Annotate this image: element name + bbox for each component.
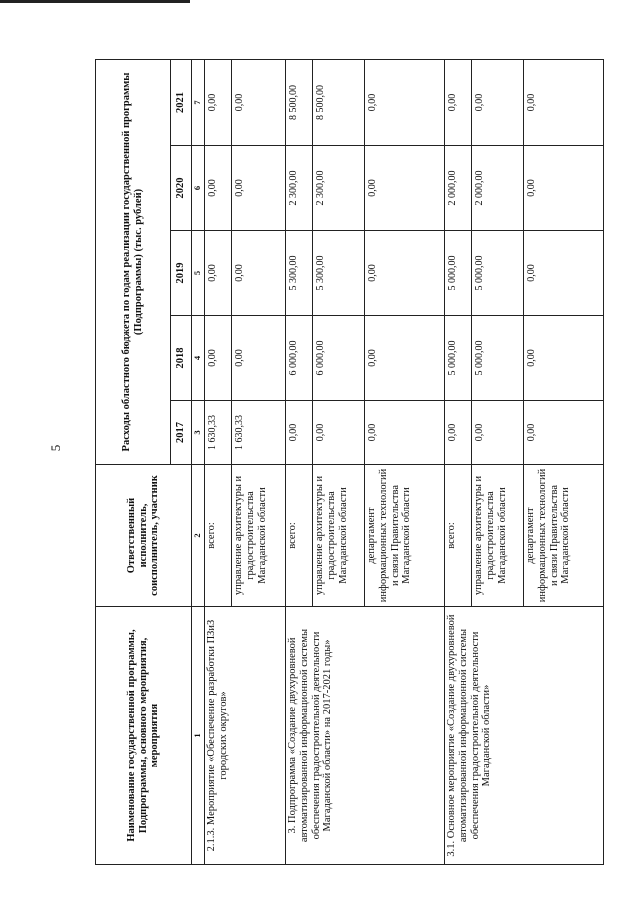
value-cell: 2 000,00 [472, 146, 524, 231]
program-name-cell: 3. Подпрограмма «Создание двухуровневой автоматизированной информационной системы обеспечения градостроительной деятельности Магаданской области» на 2017-2021 годы» [286, 607, 445, 865]
value-cell: 0,00 [524, 146, 604, 231]
value-cell: 0,00 [205, 231, 232, 316]
header-year: 2019 [171, 231, 192, 316]
header-year: 2017 [171, 401, 192, 465]
value-cell: 0,00 [524, 59, 604, 145]
executor-cell: всего: [205, 465, 232, 607]
executor-cell: управление архитектуры и градостроительства Магаданской области [232, 465, 286, 607]
value-cell: 5 000,00 [472, 316, 524, 401]
value-cell: 5 000,00 [472, 231, 524, 316]
value-cell: 0,00 [232, 59, 286, 145]
value-cell: 5 000,00 [445, 316, 472, 401]
value-cell: 6 000,00 [313, 316, 365, 401]
executor-cell: департамент информационных технологий и связи Правительства Магаданской области [524, 465, 604, 607]
value-cell: 5 300,00 [313, 231, 365, 316]
value-cell: 0,00 [472, 59, 524, 145]
executor-cell: департамент информационных технологий и связи Правительства Магаданской области [365, 465, 445, 607]
column-number: 5 [192, 231, 205, 316]
executor-cell: управление архитектуры и градостроительства Магаданской области [313, 465, 365, 607]
value-cell: 0,00 [313, 401, 365, 465]
value-cell: 0,00 [524, 231, 604, 316]
program-name-cell: 3.1. Основное мероприятие «Создание двухуровневой автоматизированной информационной системы обеспечения градостроительной деятельности Магаданской области» [445, 607, 604, 865]
value-cell: 0,00 [365, 316, 445, 401]
value-cell: 0,00 [232, 231, 286, 316]
executor-cell: всего: [286, 465, 313, 607]
value-cell: 0,00 [365, 231, 445, 316]
column-number: 7 [192, 59, 205, 145]
header-year: 2020 [171, 146, 192, 231]
value-cell: 1 630,33 [205, 401, 232, 465]
value-cell: 0,00 [232, 146, 286, 231]
value-cell: 0,00 [524, 316, 604, 401]
column-number: 3 [192, 401, 205, 465]
program-name-cell: 2.1.3. Мероприятие «Обеспечение разработки ПЗиЗ городских округов» [205, 607, 286, 865]
value-cell: 0,00 [524, 401, 604, 465]
value-cell: 0,00 [365, 401, 445, 465]
value-cell: 0,00 [365, 59, 445, 145]
value-cell: 6 000,00 [286, 316, 313, 401]
value-cell: 2 000,00 [445, 146, 472, 231]
rotated-table-container [95, 60, 572, 865]
value-cell: 5 300,00 [286, 231, 313, 316]
column-number: 4 [192, 316, 205, 401]
header-year: 2021 [171, 59, 192, 145]
header-executor: Ответственный исполнитель, соисполнитель, участник [96, 465, 192, 607]
value-cell: 0,00 [445, 59, 472, 145]
value-cell: 5 000,00 [445, 231, 472, 316]
value-cell: 0,00 [232, 316, 286, 401]
value-cell: 1 630,33 [232, 401, 286, 465]
top-rule [0, 0, 190, 3]
value-cell: 0,00 [286, 401, 313, 465]
header-name: Наименование государственной программы, Подпрограммы, основного мероприятия, мероприятия [96, 607, 192, 865]
header-year: 2018 [171, 316, 192, 401]
executor-cell: управление архитектуры и градостроительства Магаданской области [472, 465, 524, 607]
page-number: 5 [48, 444, 63, 452]
value-cell: 8 500,00 [286, 59, 313, 145]
value-cell: 0,00 [365, 146, 445, 231]
column-number: 1 [192, 607, 205, 865]
executor-cell: всего: [445, 465, 472, 607]
value-cell: 0,00 [205, 146, 232, 231]
value-cell: 2 300,00 [286, 146, 313, 231]
header-expenses: Расходы областного бюджета по годам реализации государственной программы (Подпрограммы) (тыс. рублей) [96, 59, 171, 464]
value-cell: 0,00 [205, 316, 232, 401]
budget-table [95, 59, 604, 865]
column-number: 6 [192, 146, 205, 231]
value-cell: 8 500,00 [313, 59, 365, 145]
value-cell: 2 300,00 [313, 146, 365, 231]
column-number: 2 [192, 465, 205, 607]
value-cell: 0,00 [445, 401, 472, 465]
value-cell: 0,00 [205, 59, 232, 145]
value-cell: 0,00 [472, 401, 524, 465]
